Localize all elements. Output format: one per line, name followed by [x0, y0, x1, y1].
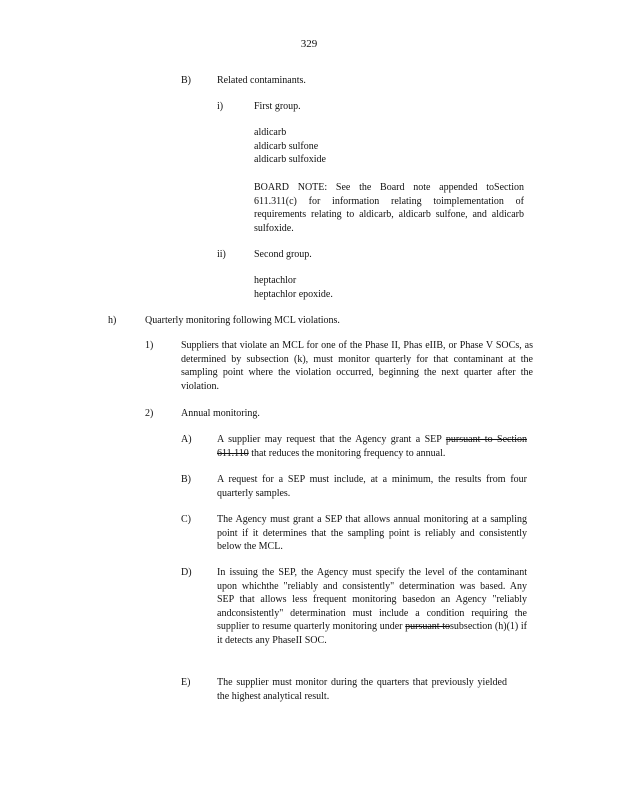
section-b-label: B)	[181, 75, 191, 86]
item-2d-text-before: In issuing the SEP, the Agency must specify the level of the contaminant upon whichthe "reliably and consistently" determination was based. Any SEP that allows less frequent monitoring basedon an Agency "reliably andconsistently" determination must include a condition requiring the supplier to resume quarterly monitoring under	[217, 567, 527, 632]
item-2-label: 2)	[145, 408, 154, 419]
item-2d-label: D)	[181, 567, 192, 578]
item-2-heading: Annual monitoring.	[181, 408, 260, 419]
item-2e-text: The supplier must monitor during the quarters that previously yielded the highest analytical result.	[217, 677, 507, 702]
item-2b-text: A request for a SEP must include, at a minimum, the results from four quarterly samples.	[217, 474, 527, 499]
item-2a-text	[217, 433, 527, 460]
item-2c-label: C)	[181, 514, 191, 525]
section-b-heading: Related contaminants.	[217, 75, 306, 86]
section-h-heading: Quarterly monitoring following MCL violations.	[145, 315, 340, 326]
second-group-chemicals	[254, 274, 333, 301]
first-group-chemicals	[254, 126, 326, 167]
second-group-heading: Second group.	[254, 249, 312, 260]
chemical-item: aldicarb	[254, 127, 287, 138]
chemical-item: heptachlor epoxide.	[254, 288, 333, 300]
first-group-heading: First group.	[254, 101, 301, 112]
struck-text: pursuant to Section 611.110	[217, 434, 527, 459]
chemical-item: aldicarb sulfoxide	[254, 154, 326, 165]
struck-text: pursuant to	[405, 621, 451, 632]
first-group-label: i)	[217, 101, 224, 112]
chemical-item: heptachlor	[254, 275, 297, 286]
item-1-label: 1)	[145, 340, 154, 351]
section-h-label: h)	[108, 315, 117, 326]
item-1-text: Suppliers that violate an MCL for one of the Phase II, Phas eIIB, or Phase V SOCs, as determined by subsection (k), must monitor quarterly for that contaminant at the sampling point where the violation occurred, beginning the next quarter after the violation.	[181, 340, 533, 392]
item-2a-label: A)	[181, 434, 192, 445]
page-number: 329	[300, 38, 318, 50]
item-2d-text-after: subsection (h)(1) if it detects any PhaseII SOC.	[217, 621, 527, 646]
chemical-item: aldicarb sulfone	[254, 140, 319, 152]
item-2a-text-after: that reduces the monitoring frequency to annual.	[248, 447, 446, 459]
board-note: BOARD NOTE: See the Board note appended toSection 611.311(c) for information relating toimplementation of requirements relating to aldicarb, aldicarb sulfone, and aldicarb sulfoxide.	[254, 182, 524, 234]
item-2e-label: E)	[181, 677, 191, 688]
second-group-label: ii)	[217, 249, 226, 260]
item-2a-text-before: A supplier may request that the Agency grant a SEP	[217, 434, 446, 445]
item-2d-text	[217, 566, 527, 647]
item-2c-text: The Agency must grant a SEP that allows annual monitoring at a sampling point if it determines that the sampling point is reliably and consistently below the MCL.	[217, 514, 527, 552]
item-2b-label: B)	[181, 474, 191, 485]
